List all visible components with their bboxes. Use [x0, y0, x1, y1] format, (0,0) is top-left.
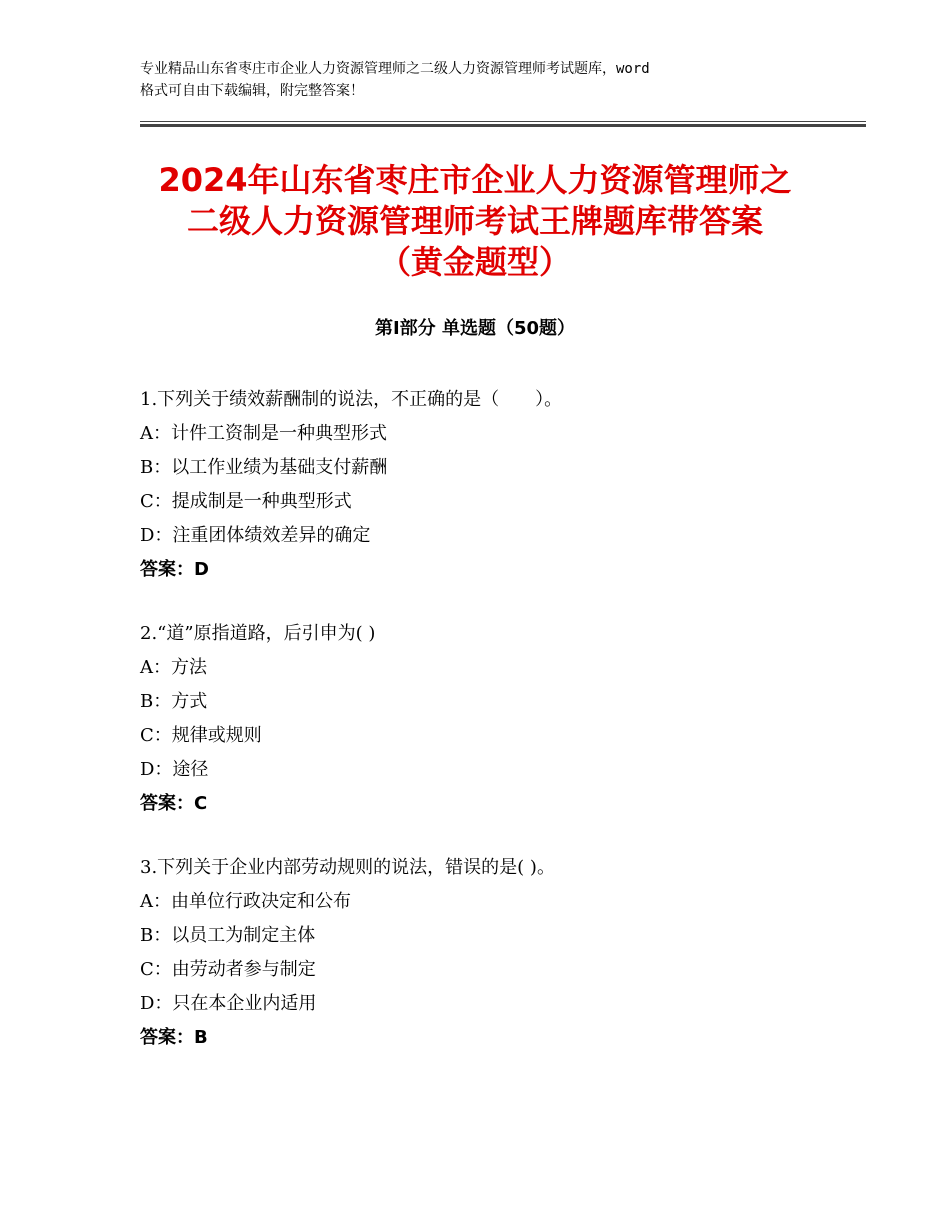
question-stem: 3.下列关于企业内部劳动规则的说法，错误的是( )。 — [140, 857, 555, 878]
question-3 — [140, 851, 860, 1055]
title-line-3: （黄金题型） — [378, 243, 571, 281]
option-b: B：以工作业绩为基础支付薪酬 — [140, 457, 388, 478]
answer-line: 答案：D — [140, 559, 209, 580]
header-divider-thin — [140, 121, 866, 122]
option-b: B：方式 — [140, 691, 208, 712]
option-a: A：由单位行政决定和公布 — [140, 891, 351, 912]
header-note-line-2: 格式可自由下载编辑，附完整答案！ — [140, 83, 364, 99]
option-d: D：注重团体绩效差异的确定 — [140, 525, 371, 546]
option-a: A：计件工资制是一种典型形式 — [140, 423, 387, 444]
title-line-1: 2024年山东省枣庄市企业人力资源管理师之 — [158, 161, 792, 199]
question-list — [140, 383, 860, 1085]
option-c: C：规律或规则 — [140, 725, 262, 746]
option-c: C：提成制是一种典型形式 — [140, 491, 352, 512]
option-d: D：途径 — [140, 759, 209, 780]
option-d: D：只在本企业内适用 — [140, 993, 317, 1014]
question-stem: 1.下列关于绩效薪酬制的说法，不正确的是（ ）。 — [140, 389, 563, 410]
header-note — [140, 58, 830, 102]
document-title — [100, 160, 850, 283]
title-line-2: 二级人力资源管理师考试王牌题库带答案 — [186, 202, 763, 240]
answer-line: 答案：C — [140, 793, 208, 814]
question-stem: 2.“道”原指道路，后引申为( ) — [140, 623, 376, 644]
option-c: C：由劳动者参与制定 — [140, 959, 316, 980]
header-note-line-1: 专业精品山东省枣庄市企业人力资源管理师之二级人力资源管理师考试题库，word — [140, 61, 650, 77]
option-a: A：方法 — [140, 657, 207, 678]
header-divider-thick — [140, 124, 866, 127]
question-1 — [140, 383, 860, 587]
section-heading: 第Ⅰ部分 单选题（50题） — [374, 318, 575, 339]
answer-line: 答案：B — [140, 1027, 208, 1048]
question-2 — [140, 617, 860, 821]
option-b: B：以员工为制定主体 — [140, 925, 316, 946]
